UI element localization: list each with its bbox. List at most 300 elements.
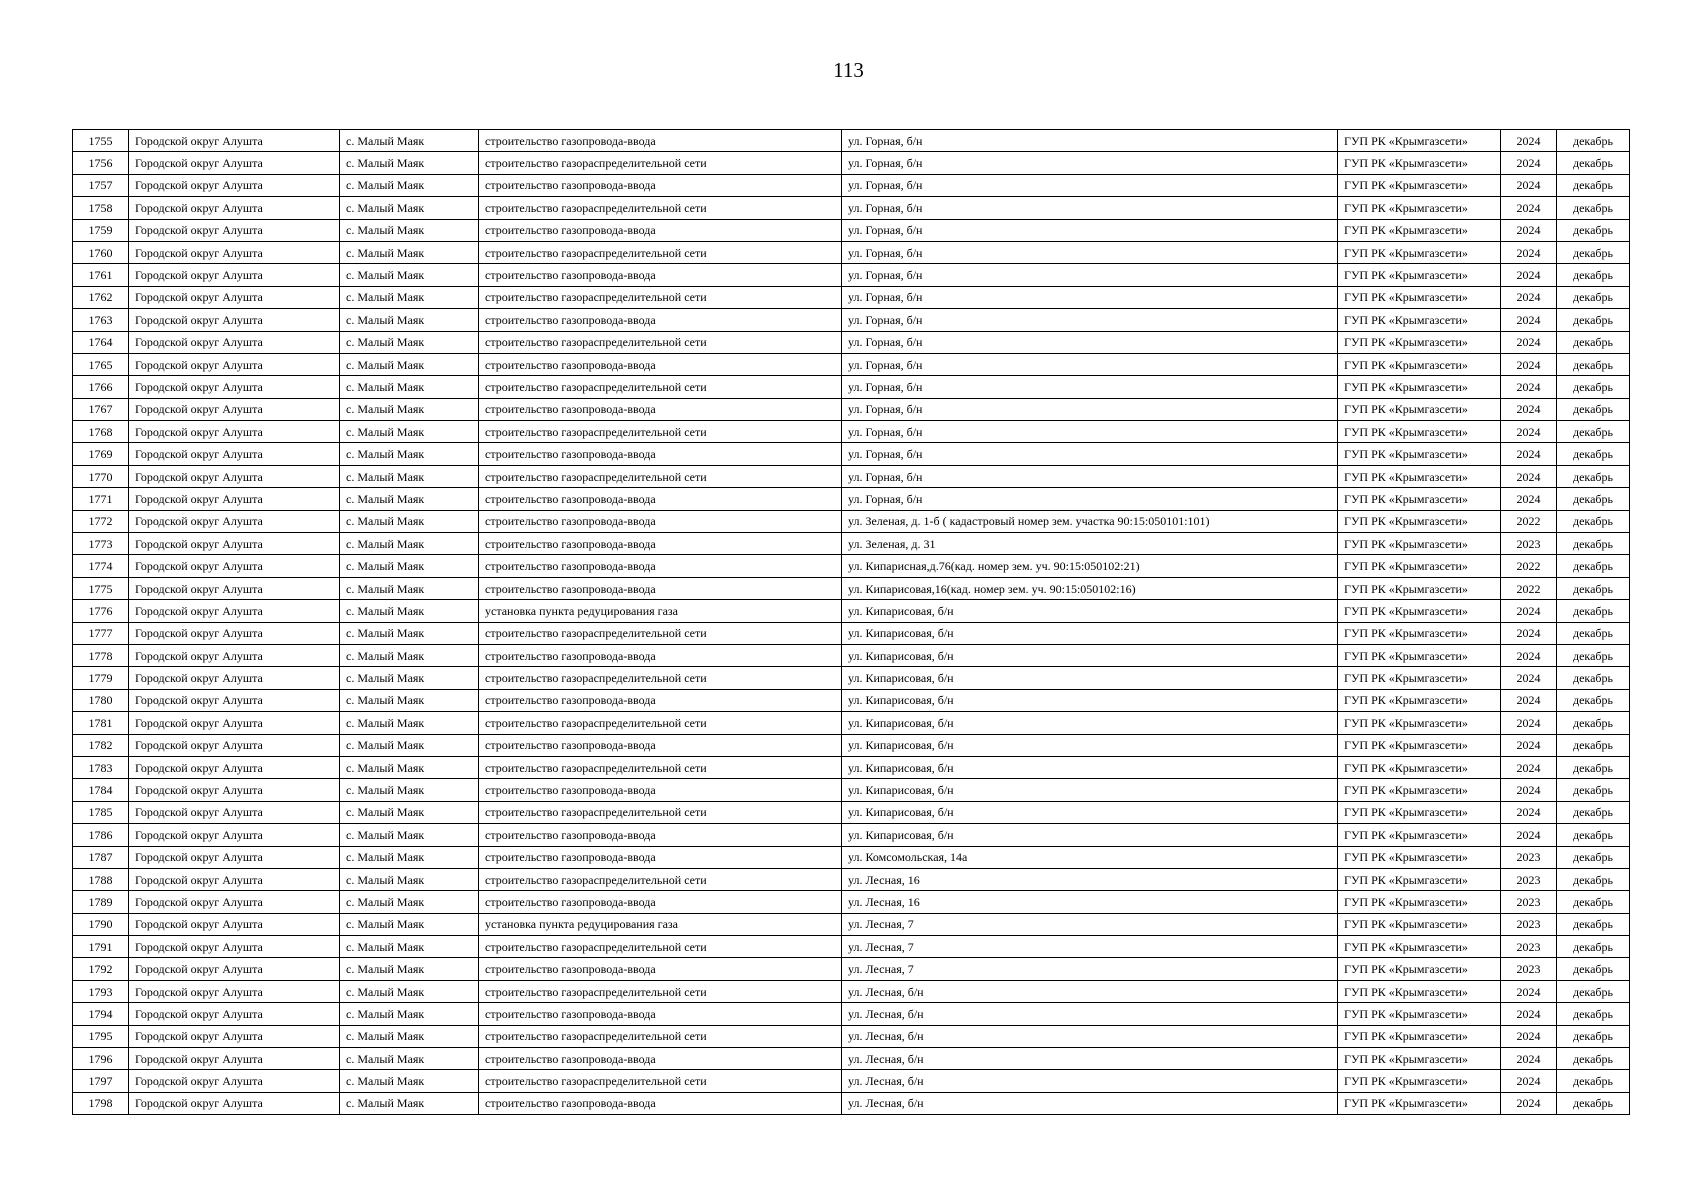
table-row (73, 644, 1630, 666)
year-cell: 2024 (1501, 644, 1557, 666)
organization-cell: ГУП РК «Крымгазсети» (1338, 264, 1501, 286)
organization-cell: ГУП РК «Крымгазсети» (1338, 824, 1501, 846)
row-number-cell: 1763 (73, 309, 129, 331)
year-cell: 2024 (1501, 667, 1557, 689)
row-number-cell: 1772 (73, 510, 129, 532)
table-row (73, 824, 1630, 846)
address-cell: ул. Кипарисная,д.76(кад. номер зем. уч. 90:15:050102:21) (842, 555, 1338, 577)
address-cell: ул. Горная, б/н (842, 152, 1338, 174)
month-cell: декабрь (1557, 376, 1630, 398)
organization-cell: ГУП РК «Крымгазсети» (1338, 488, 1501, 510)
month-cell: декабрь (1557, 264, 1630, 286)
work-type-cell: строительство газопровода-ввода (479, 958, 842, 980)
address-cell: ул. Кипарисовая, б/н (842, 712, 1338, 734)
work-type-cell: строительство газораспределительной сети (479, 376, 842, 398)
district-cell: Городской округ Алушта (129, 488, 340, 510)
year-cell: 2024 (1501, 465, 1557, 487)
district-cell: Городской округ Алушта (129, 980, 340, 1002)
row-number-cell: 1779 (73, 667, 129, 689)
table-row (73, 622, 1630, 644)
table-row (73, 868, 1630, 890)
address-cell: ул. Зеленая, д. 31 (842, 533, 1338, 555)
table-row (73, 174, 1630, 196)
district-cell: Городской округ Алушта (129, 1092, 340, 1114)
work-type-cell: строительство газораспределительной сети (479, 465, 842, 487)
settlement-cell: с. Малый Маяк (340, 286, 479, 308)
table-row (73, 980, 1630, 1002)
district-cell: Городской округ Алушта (129, 600, 340, 622)
table-row (73, 689, 1630, 711)
district-cell: Городской округ Алушта (129, 891, 340, 913)
organization-cell: ГУП РК «Крымгазсети» (1338, 376, 1501, 398)
district-cell: Городской округ Алушта (129, 219, 340, 241)
table-row (73, 891, 1630, 913)
year-cell: 2024 (1501, 1048, 1557, 1070)
settlement-cell: с. Малый Маяк (340, 1070, 479, 1092)
address-cell: ул. Горная, б/н (842, 174, 1338, 196)
settlement-cell: с. Малый Маяк (340, 219, 479, 241)
settlement-cell: с. Малый Маяк (340, 309, 479, 331)
organization-cell: ГУП РК «Крымгазсети» (1338, 1048, 1501, 1070)
work-type-cell: строительство газораспределительной сети (479, 801, 842, 823)
row-number-cell: 1756 (73, 152, 129, 174)
organization-cell: ГУП РК «Крымгазсети» (1338, 398, 1501, 420)
year-cell: 2023 (1501, 891, 1557, 913)
address-cell: ул. Кипарисовая, б/н (842, 734, 1338, 756)
district-cell: Городской округ Алушта (129, 1025, 340, 1047)
address-cell: ул. Горная, б/н (842, 331, 1338, 353)
year-cell: 2024 (1501, 376, 1557, 398)
district-cell: Городской округ Алушта (129, 264, 340, 286)
month-cell: декабрь (1557, 622, 1630, 644)
settlement-cell: с. Малый Маяк (340, 622, 479, 644)
year-cell: 2024 (1501, 174, 1557, 196)
district-cell: Городской округ Алушта (129, 398, 340, 420)
table-row (73, 913, 1630, 935)
table-row (73, 219, 1630, 241)
table-row (73, 1092, 1630, 1114)
settlement-cell: с. Малый Маяк (340, 533, 479, 555)
organization-cell: ГУП РК «Крымгазсети» (1338, 712, 1501, 734)
settlement-cell: с. Малый Маяк (340, 1025, 479, 1047)
address-cell: ул. Кипарисовая, б/н (842, 756, 1338, 778)
row-number-cell: 1795 (73, 1025, 129, 1047)
month-cell: декабрь (1557, 533, 1630, 555)
district-cell: Городской округ Алушта (129, 689, 340, 711)
work-type-cell: строительство газораспределительной сети (479, 667, 842, 689)
row-number-cell: 1789 (73, 891, 129, 913)
row-number-cell: 1760 (73, 241, 129, 263)
district-cell: Городской округ Алушта (129, 376, 340, 398)
work-type-cell: строительство газопровода-ввода (479, 1048, 842, 1070)
month-cell: декабрь (1557, 1092, 1630, 1114)
work-type-cell: строительство газопровода-ввода (479, 555, 842, 577)
year-cell: 2023 (1501, 868, 1557, 890)
address-cell: ул. Горная, б/н (842, 130, 1338, 152)
settlement-cell: с. Малый Маяк (340, 241, 479, 263)
settlement-cell: с. Малый Маяк (340, 734, 479, 756)
month-cell: декабрь (1557, 801, 1630, 823)
year-cell: 2024 (1501, 980, 1557, 1002)
settlement-cell: с. Малый Маяк (340, 152, 479, 174)
table-row (73, 801, 1630, 823)
month-cell: декабрь (1557, 756, 1630, 778)
month-cell: декабрь (1557, 197, 1630, 219)
row-number-cell: 1788 (73, 868, 129, 890)
work-type-cell: строительство газопровода-ввода (479, 824, 842, 846)
work-type-cell: строительство газопровода-ввода (479, 779, 842, 801)
settlement-cell: с. Малый Маяк (340, 667, 479, 689)
organization-cell: ГУП РК «Крымгазсети» (1338, 241, 1501, 263)
work-type-cell: строительство газораспределительной сети (479, 421, 842, 443)
settlement-cell: с. Малый Маяк (340, 577, 479, 599)
organization-cell: ГУП РК «Крымгазсети» (1338, 980, 1501, 1002)
organization-cell: ГУП РК «Крымгазсети» (1338, 1003, 1501, 1025)
month-cell: декабрь (1557, 510, 1630, 532)
settlement-cell: с. Малый Маяк (340, 1092, 479, 1114)
month-cell: декабрь (1557, 421, 1630, 443)
district-cell: Городской округ Алушта (129, 801, 340, 823)
month-cell: декабрь (1557, 309, 1630, 331)
row-number-cell: 1775 (73, 577, 129, 599)
address-cell: ул. Комсомольская, 14а (842, 846, 1338, 868)
year-cell: 2024 (1501, 241, 1557, 263)
year-cell: 2022 (1501, 510, 1557, 532)
row-number-cell: 1780 (73, 689, 129, 711)
table-row (73, 130, 1630, 152)
month-cell: декабрь (1557, 936, 1630, 958)
month-cell: декабрь (1557, 219, 1630, 241)
table-row (73, 241, 1630, 263)
district-cell: Городской округ Алушта (129, 779, 340, 801)
organization-cell: ГУП РК «Крымгазсети» (1338, 644, 1501, 666)
year-cell: 2024 (1501, 309, 1557, 331)
table-row (73, 421, 1630, 443)
year-cell: 2024 (1501, 734, 1557, 756)
work-type-cell: строительство газораспределительной сети (479, 197, 842, 219)
district-cell: Городской округ Алушта (129, 644, 340, 666)
row-number-cell: 1773 (73, 533, 129, 555)
month-cell: декабрь (1557, 331, 1630, 353)
row-number-cell: 1778 (73, 644, 129, 666)
year-cell: 2024 (1501, 1003, 1557, 1025)
organization-cell: ГУП РК «Крымгазсети» (1338, 219, 1501, 241)
year-cell: 2024 (1501, 264, 1557, 286)
address-cell: ул. Лесная, 7 (842, 913, 1338, 935)
row-number-cell: 1796 (73, 1048, 129, 1070)
row-number-cell: 1766 (73, 376, 129, 398)
year-cell: 2024 (1501, 398, 1557, 420)
year-cell: 2024 (1501, 600, 1557, 622)
row-number-cell: 1782 (73, 734, 129, 756)
table-row (73, 465, 1630, 487)
month-cell: декабрь (1557, 443, 1630, 465)
settlement-cell: с. Малый Маяк (340, 555, 479, 577)
settlement-cell: с. Малый Маяк (340, 398, 479, 420)
organization-cell: ГУП РК «Крымгазсети» (1338, 197, 1501, 219)
address-cell: ул. Лесная, 16 (842, 891, 1338, 913)
work-type-cell: строительство газопровода-ввода (479, 443, 842, 465)
organization-cell: ГУП РК «Крымгазсети» (1338, 958, 1501, 980)
table-row (73, 533, 1630, 555)
year-cell: 2024 (1501, 779, 1557, 801)
row-number-cell: 1785 (73, 801, 129, 823)
work-type-cell: строительство газораспределительной сети (479, 286, 842, 308)
year-cell: 2023 (1501, 533, 1557, 555)
organization-cell: ГУП РК «Крымгазсети» (1338, 510, 1501, 532)
row-number-cell: 1755 (73, 130, 129, 152)
organization-cell: ГУП РК «Крымгазсети» (1338, 533, 1501, 555)
settlement-cell: с. Малый Маяк (340, 331, 479, 353)
table-row (73, 1003, 1630, 1025)
table-row (73, 398, 1630, 420)
settlement-cell: с. Малый Маяк (340, 130, 479, 152)
table-row (73, 846, 1630, 868)
year-cell: 2024 (1501, 353, 1557, 375)
month-cell: декабрь (1557, 1070, 1630, 1092)
district-cell: Городской округ Алушта (129, 936, 340, 958)
work-type-cell: строительство газопровода-ввода (479, 510, 842, 532)
page-number: 113 (833, 58, 864, 82)
row-number-cell: 1776 (73, 600, 129, 622)
address-cell: ул. Горная, б/н (842, 465, 1338, 487)
work-type-cell: строительство газопровода-ввода (479, 309, 842, 331)
row-number-cell: 1794 (73, 1003, 129, 1025)
address-cell: ул. Кипарисовая, б/н (842, 600, 1338, 622)
organization-cell: ГУП РК «Крымгазсети» (1338, 891, 1501, 913)
address-cell: ул. Кипарисовая, б/н (842, 644, 1338, 666)
settlement-cell: с. Малый Маяк (340, 779, 479, 801)
organization-cell: ГУП РК «Крымгазсети» (1338, 667, 1501, 689)
settlement-cell: с. Малый Маяк (340, 756, 479, 778)
district-cell: Городской округ Алушта (129, 1003, 340, 1025)
year-cell: 2024 (1501, 488, 1557, 510)
year-cell: 2024 (1501, 219, 1557, 241)
work-type-cell: строительство газораспределительной сети (479, 868, 842, 890)
organization-cell: ГУП РК «Крымгазсети» (1338, 779, 1501, 801)
table-row (73, 734, 1630, 756)
settlement-cell: с. Малый Маяк (340, 644, 479, 666)
table-row (73, 197, 1630, 219)
settlement-cell: с. Малый Маяк (340, 421, 479, 443)
settlement-cell: с. Малый Маяк (340, 600, 479, 622)
row-number-cell: 1774 (73, 555, 129, 577)
district-cell: Городской округ Алушта (129, 555, 340, 577)
settlement-cell: с. Малый Маяк (340, 846, 479, 868)
district-cell: Городской округ Алушта (129, 913, 340, 935)
work-type-cell: строительство газопровода-ввода (479, 398, 842, 420)
work-type-cell: установка пункта редуцирования газа (479, 913, 842, 935)
table-row (73, 488, 1630, 510)
month-cell: декабрь (1557, 1025, 1630, 1047)
address-cell: ул. Лесная, б/н (842, 1003, 1338, 1025)
district-cell: Городской округ Алушта (129, 712, 340, 734)
organization-cell: ГУП РК «Крымгазсети» (1338, 353, 1501, 375)
month-cell: декабрь (1557, 555, 1630, 577)
table-row (73, 376, 1630, 398)
district-cell: Городской округ Алушта (129, 309, 340, 331)
settlement-cell: с. Малый Маяк (340, 980, 479, 1002)
district-cell: Городской округ Алушта (129, 174, 340, 196)
district-cell: Городской округ Алушта (129, 130, 340, 152)
year-cell: 2024 (1501, 286, 1557, 308)
row-number-cell: 1757 (73, 174, 129, 196)
settlement-cell: с. Малый Маяк (340, 197, 479, 219)
year-cell: 2024 (1501, 756, 1557, 778)
table-row (73, 309, 1630, 331)
row-number-cell: 1786 (73, 824, 129, 846)
row-number-cell: 1781 (73, 712, 129, 734)
year-cell: 2024 (1501, 689, 1557, 711)
district-cell: Городской округ Алушта (129, 958, 340, 980)
work-type-cell: строительство газопровода-ввода (479, 689, 842, 711)
settlement-cell: с. Малый Маяк (340, 891, 479, 913)
address-cell: ул. Горная, б/н (842, 241, 1338, 263)
row-number-cell: 1770 (73, 465, 129, 487)
year-cell: 2024 (1501, 1070, 1557, 1092)
organization-cell: ГУП РК «Крымгазсети» (1338, 286, 1501, 308)
address-cell: ул. Лесная, 16 (842, 868, 1338, 890)
settlement-cell: с. Малый Маяк (340, 174, 479, 196)
address-cell: ул. Горная, б/н (842, 443, 1338, 465)
row-number-cell: 1792 (73, 958, 129, 980)
year-cell: 2023 (1501, 846, 1557, 868)
settlement-cell: с. Малый Маяк (340, 913, 479, 935)
month-cell: декабрь (1557, 286, 1630, 308)
row-number-cell: 1759 (73, 219, 129, 241)
settlement-cell: с. Малый Маяк (340, 868, 479, 890)
row-number-cell: 1758 (73, 197, 129, 219)
work-type-cell: строительство газораспределительной сети (479, 622, 842, 644)
settlement-cell: с. Малый Маяк (340, 958, 479, 980)
table-row (73, 779, 1630, 801)
organization-cell: ГУП РК «Крымгазсети» (1338, 1092, 1501, 1114)
district-cell: Городской округ Алушта (129, 756, 340, 778)
address-cell: ул. Кипарисовая,16(кад. номер зем. уч. 90:15:050102:16) (842, 577, 1338, 599)
address-cell: ул. Кипарисовая, б/н (842, 667, 1338, 689)
month-cell: декабрь (1557, 824, 1630, 846)
address-cell: ул. Кипарисовая, б/н (842, 622, 1338, 644)
table-row (73, 443, 1630, 465)
address-cell: ул. Горная, б/н (842, 264, 1338, 286)
work-type-cell: строительство газопровода-ввода (479, 488, 842, 510)
table-row (73, 936, 1630, 958)
year-cell: 2023 (1501, 936, 1557, 958)
row-number-cell: 1798 (73, 1092, 129, 1114)
work-type-cell: строительство газопровода-ввода (479, 533, 842, 555)
table-row (73, 555, 1630, 577)
settlement-cell: с. Малый Маяк (340, 264, 479, 286)
address-cell: ул. Кипарисовая, б/н (842, 779, 1338, 801)
year-cell: 2024 (1501, 801, 1557, 823)
organization-cell: ГУП РК «Крымгазсети» (1338, 600, 1501, 622)
district-cell: Городской округ Алушта (129, 443, 340, 465)
work-type-cell: строительство газопровода-ввода (479, 219, 842, 241)
district-cell: Городской округ Алушта (129, 533, 340, 555)
month-cell: декабрь (1557, 779, 1630, 801)
district-cell: Городской округ Алушта (129, 286, 340, 308)
month-cell: декабрь (1557, 1003, 1630, 1025)
district-cell: Городской округ Алушта (129, 868, 340, 890)
organization-cell: ГУП РК «Крымгазсети» (1338, 622, 1501, 644)
address-cell: ул. Горная, б/н (842, 197, 1338, 219)
address-cell: ул. Кипарисовая, б/н (842, 824, 1338, 846)
row-number-cell: 1771 (73, 488, 129, 510)
row-number-cell: 1767 (73, 398, 129, 420)
row-number-cell: 1769 (73, 443, 129, 465)
work-type-cell: строительство газораспределительной сети (479, 1025, 842, 1047)
table-row (73, 1048, 1630, 1070)
work-type-cell: строительство газораспределительной сети (479, 756, 842, 778)
table-row (73, 712, 1630, 734)
address-cell: ул. Горная, б/н (842, 286, 1338, 308)
work-type-cell: строительство газопровода-ввода (479, 1003, 842, 1025)
settlement-cell: с. Малый Маяк (340, 465, 479, 487)
district-cell: Городской округ Алушта (129, 510, 340, 532)
year-cell: 2023 (1501, 958, 1557, 980)
district-cell: Городской округ Алушта (129, 577, 340, 599)
work-type-cell: установка пункта редуцирования газа (479, 600, 842, 622)
address-cell: ул. Горная, б/н (842, 353, 1338, 375)
row-number-cell: 1768 (73, 421, 129, 443)
row-number-cell: 1765 (73, 353, 129, 375)
work-type-cell: строительство газопровода-ввода (479, 130, 842, 152)
work-type-cell: строительство газопровода-ввода (479, 734, 842, 756)
row-number-cell: 1791 (73, 936, 129, 958)
month-cell: декабрь (1557, 868, 1630, 890)
organization-cell: ГУП РК «Крымгазсети» (1338, 689, 1501, 711)
district-cell: Городской округ Алушта (129, 622, 340, 644)
table-row (73, 264, 1630, 286)
address-cell: ул. Горная, б/н (842, 309, 1338, 331)
settlement-cell: с. Малый Маяк (340, 936, 479, 958)
organization-cell: ГУП РК «Крымгазсети» (1338, 421, 1501, 443)
organization-cell: ГУП РК «Крымгазсети» (1338, 801, 1501, 823)
district-cell: Городской округ Алушта (129, 734, 340, 756)
year-cell: 2024 (1501, 197, 1557, 219)
work-type-cell: строительство газопровода-ввода (479, 577, 842, 599)
organization-cell: ГУП РК «Крымгазсети» (1338, 936, 1501, 958)
month-cell: декабрь (1557, 1048, 1630, 1070)
year-cell: 2024 (1501, 1025, 1557, 1047)
district-cell: Городской округ Алушта (129, 824, 340, 846)
district-cell: Городской округ Алушта (129, 353, 340, 375)
table-row (73, 286, 1630, 308)
district-cell: Городской округ Алушта (129, 197, 340, 219)
month-cell: декабрь (1557, 667, 1630, 689)
address-cell: ул. Лесная, б/н (842, 1070, 1338, 1092)
district-cell: Городской округ Алушта (129, 152, 340, 174)
organization-cell: ГУП РК «Крымгазсети» (1338, 465, 1501, 487)
row-number-cell: 1762 (73, 286, 129, 308)
district-cell: Городской округ Алушта (129, 331, 340, 353)
organization-cell: ГУП РК «Крымгазсети» (1338, 331, 1501, 353)
settlement-cell: с. Малый Маяк (340, 801, 479, 823)
settlement-cell: с. Малый Маяк (340, 824, 479, 846)
month-cell: декабрь (1557, 734, 1630, 756)
address-cell: ул. Лесная, б/н (842, 1092, 1338, 1114)
month-cell: декабрь (1557, 174, 1630, 196)
row-number-cell: 1793 (73, 980, 129, 1002)
organization-cell: ГУП РК «Крымгазсети» (1338, 309, 1501, 331)
work-type-cell: строительство газораспределительной сети (479, 712, 842, 734)
row-number-cell: 1790 (73, 913, 129, 935)
year-cell: 2024 (1501, 130, 1557, 152)
organization-cell: ГУП РК «Крымгазсети» (1338, 130, 1501, 152)
registry-body (73, 130, 1630, 1115)
work-type-cell: строительство газопровода-ввода (479, 264, 842, 286)
organization-cell: ГУП РК «Крымгазсети» (1338, 443, 1501, 465)
